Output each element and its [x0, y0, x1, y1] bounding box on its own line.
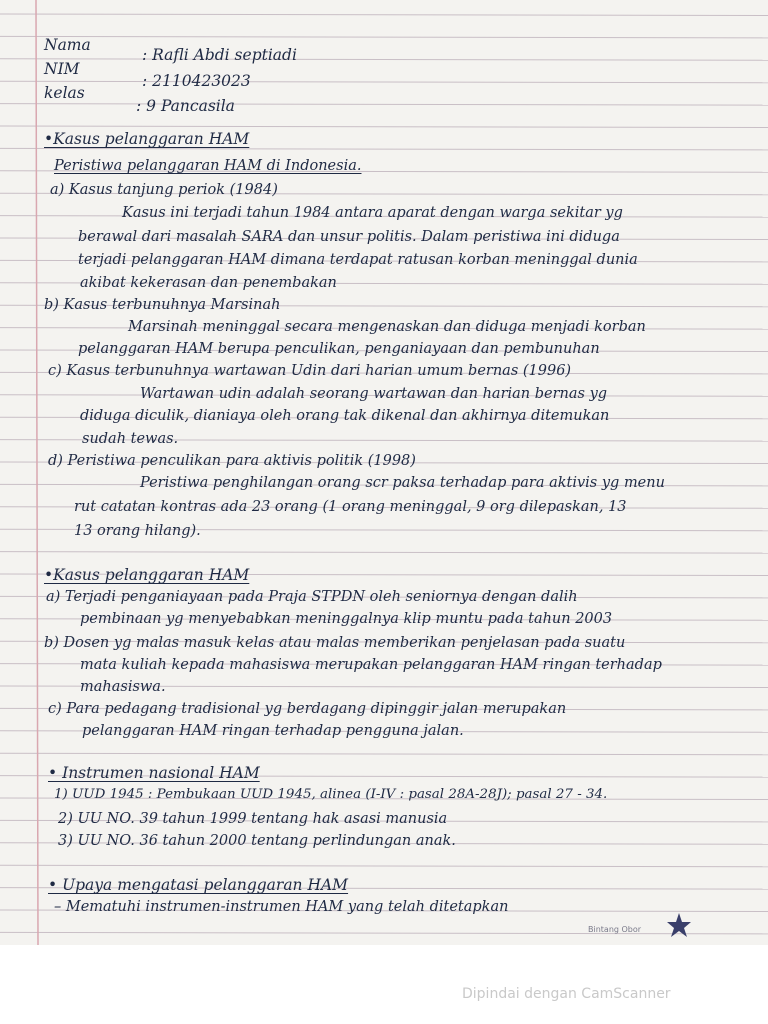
section1-subtitle: Peristiwa pelanggaran HAM di Indonesia.: [54, 158, 362, 174]
rule-line: [0, 59, 768, 61]
rule-line: [0, 126, 768, 128]
name-label: Nama: [44, 36, 91, 54]
case-c-line2: diduga diculik, dianiaya oleh orang tak dikenal dan akhirnya ditemukan: [80, 408, 610, 424]
case-c-line1: Wartawan udin adalah seorang wartawan dan harian bernas yg: [140, 386, 608, 402]
case-d-line2: rut catatan kontras ada 23 orang (1 orang meninggal, 9 org dilepaskan, 13: [74, 499, 627, 515]
case-a-line3: terjadi pelanggaran HAM dimana terdapat ratusan korban meninggal dunia: [78, 252, 638, 268]
case-d-title: d) Peristiwa penculikan para aktivis politik (1998): [48, 453, 416, 469]
case-b-line2: pelanggaran HAM berupa penculikan, penganiayaan dan pembunuhan: [78, 341, 600, 357]
instrument-2: 2) UU NO. 39 tahun 1999 tentang hak asasi manusia: [58, 811, 448, 827]
case-a-title: a) Kasus tanjung periok (1984): [50, 182, 278, 198]
case-b-title: b) Kasus terbunuhnya Marsinah: [44, 297, 281, 313]
rule-line: [0, 104, 768, 106]
example-b-line2: mata kuliah kepada mahasiswa merupakan pelanggaran HAM ringan terhadap: [80, 657, 662, 673]
case-c-title: c) Kasus terbunuhnya wartawan Udin dari harian umum bernas (1996): [48, 363, 572, 379]
rule-line: [0, 81, 768, 83]
example-b-line1: b) Dosen yg malas masuk kelas atau malas memberikan penjelasan pada suatu: [44, 635, 626, 651]
rule-line: [0, 552, 768, 554]
rule-line: [0, 865, 768, 867]
margin-line: [36, 0, 38, 945]
case-d-line3: 13 orang hilang).: [74, 523, 201, 539]
case-a-line4: akibat kekerasan dan penembakan: [80, 275, 337, 291]
kelas-value: : 9 Pancasila: [136, 97, 235, 115]
case-d-line1: Peristiwa penghilangan orang scr paksa terhadap para aktivis yg menu: [140, 475, 665, 491]
rule-line: [0, 14, 768, 16]
example-a-line1: a) Terjadi penganiayaan pada Praja STPDN oleh seniornya dengan dalih: [46, 589, 578, 605]
notebook-brand: Bintang Obor: [588, 925, 642, 934]
section1-title: •Kasus pelanggaran HAM: [44, 130, 250, 148]
star-logo-icon: [666, 912, 692, 938]
case-c-line3: sudah tewas.: [82, 431, 179, 447]
rule-line: [0, 932, 768, 934]
case-a-line2: berawal dari masalah SARA dan unsur politis. Dalam peristiwa ini diduga: [78, 229, 620, 245]
example-b-line3: mahasiswa.: [80, 679, 166, 695]
instrument-3: 3) UU NO. 36 tahun 2000 tentang perlindungan anak.: [58, 833, 456, 849]
rule-line: [0, 753, 768, 755]
case-b-line1: Marsinah meninggal secara mengenaskan dan diduga menjadi korban: [128, 319, 646, 335]
rule-line: [0, 148, 768, 150]
example-c-line1: c) Para pedagang tradisional yg berdagang dipinggir jalan merupakan: [48, 701, 567, 717]
section3-title: • Instrumen nasional HAM: [48, 764, 260, 782]
rule-line: [0, 36, 768, 38]
section4-title: • Upaya mengatasi pelanggaran HAM: [48, 876, 349, 894]
example-c-line2: pelanggaran HAM ringan terhadap pengguna jalan.: [82, 723, 464, 739]
kelas-label: kelas: [44, 84, 85, 102]
nim-label: NIM: [44, 60, 80, 78]
scanner-watermark: Dipindai dengan CamScanner: [462, 986, 671, 1002]
nim-value: : 2110423023: [142, 72, 251, 90]
example-a-line2: pembinaan yg menyebabkan meninggalnya klip muntu pada tahun 2003: [80, 611, 613, 627]
section2-title: •Kasus pelanggaran HAM: [44, 566, 250, 584]
instrument-1: 1) UUD 1945 : Pembukaan UUD 1945, alinea (I-IV : pasal 28A-28J); pasal 27 - 34.: [54, 787, 608, 802]
case-a-line1: Kasus ini terjadi tahun 1984 antara aparat dengan warga sekitar yg: [122, 205, 623, 221]
effort-1: – Mematuhi instrumen-instrumen HAM yang telah ditetapkan: [54, 899, 509, 915]
name-value: : Rafli Abdi septiadi: [142, 46, 297, 64]
